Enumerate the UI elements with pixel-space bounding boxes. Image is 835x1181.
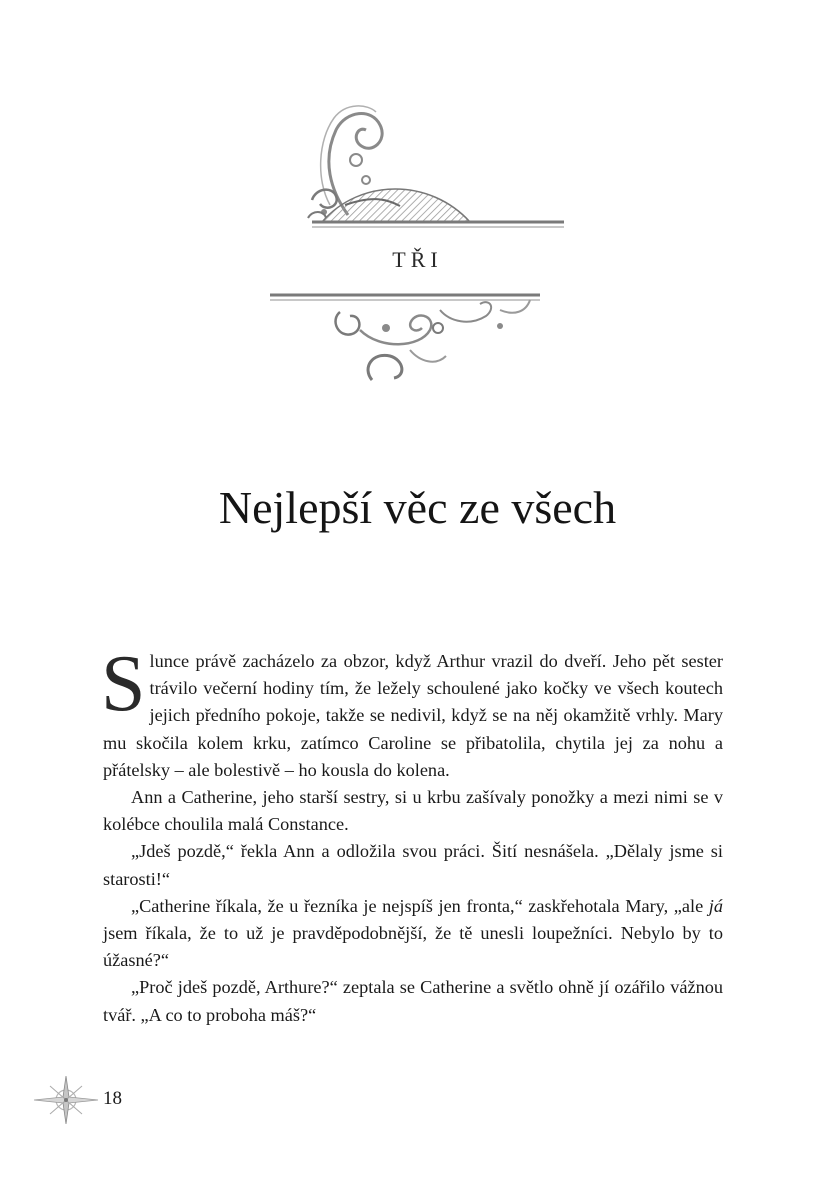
paragraph: „Jdeš pozdě,“ řekla Ann a odložila svou práci. Šití nesnášela. „Dělaly jsme si starosti!“ — [103, 841, 723, 889]
chapter-ornament — [0, 0, 835, 400]
paragraph-text: „Catherine říkala, že u řezníka je nejspíš jen fronta,“ zaskřehotala Mary, „ale — [131, 895, 709, 916]
paragraph-text: lunce právě zacházelo za obzor, když Arthur vrazil do dveří. Jeho pět sester trávilo večerní hodiny tím, že ležely schoulené jako kočky ve všech koutech jejich předního pokoje, takže se nedivil, když se na něj okamžitě vrhly. Mary mu skočila kolem krku, zatímco Caroline se přibatolila, chytila jej za nohu a přátelsky – ale bolestivě – ho kousla do kolena. — [103, 651, 723, 780]
chapter-text — [101, 640, 723, 1029]
drop-cap: S — [101, 640, 146, 728]
chapter-title: Nejlepší věc ze všech — [218, 481, 617, 533]
paragraph: „Proč jdeš pozdě, Arthure?“ zeptala se Catherine a světlo ohně jí ozářilo vážnou tvář. „A co to proboha máš?“ — [103, 977, 723, 1025]
emphasized-word: já — [708, 895, 723, 916]
paragraph-text: jsem říkala, že to už je pravděpodobnější, že tě unesli loupežníci. Nebylo by to úžasné?“ — [103, 923, 723, 971]
paragraph — [103, 893, 723, 975]
page-number: 18 — [103, 1088, 122, 1109]
chapter-label: TŘI — [392, 247, 443, 272]
paragraph: Ann a Catherine, jeho starší sestry, si u krbu zašívaly ponožky a mezi nimi se v kolébce choulila malá Constance. — [103, 787, 723, 835]
compass-rose-icon — [30, 1074, 102, 1126]
paragraph — [101, 640, 723, 784]
